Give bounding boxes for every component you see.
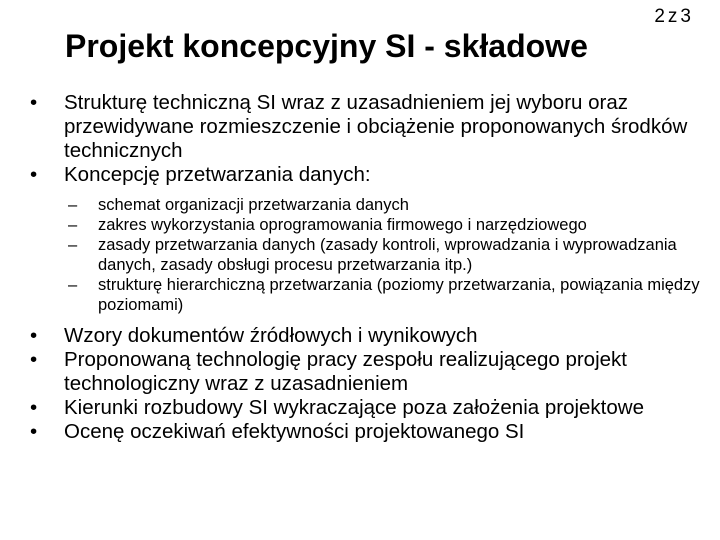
page-number: 2z3 (654, 6, 694, 27)
bullet-item-data-processing (30, 163, 705, 187)
sub-item-processing-rules (68, 235, 705, 275)
bullet-text: Ocenę oczekiwań efektywności projektowanego SI (64, 420, 525, 443)
bullet-icon: • (30, 163, 38, 186)
bullet-text: Strukturę techniczną SI wraz z uzasadnieniem jej wyboru oraz przewidywane rozmieszczenie i obciążenie proponowanych środków technicznych (64, 91, 688, 162)
bullet-icon: • (30, 396, 38, 419)
bullet-item-team-technology (30, 348, 705, 396)
bullet-icon: • (30, 91, 38, 114)
dash-icon: – (68, 196, 78, 214)
sub-item-software-scope (68, 215, 705, 235)
sub-item-schema (68, 195, 705, 215)
sub-list (30, 195, 705, 315)
sub-item-text: schemat organizacji przetwarzania danych (98, 196, 409, 214)
sub-item-hierarchy (68, 275, 705, 315)
slide-title: Projekt koncepcyjny SI - składowe (65, 28, 588, 64)
sub-item-text: strukturę hierarchiczną przetwarzania (poziomy przetwarzania, powiązania między poziomami) (98, 276, 700, 314)
bullet-item-efficiency (30, 420, 705, 444)
dash-icon: – (68, 236, 78, 254)
bullet-text: Wzory dokumentów źródłowych i wynikowych (64, 324, 478, 347)
bullet-item-document-templates (30, 324, 705, 348)
bullet-list (30, 91, 705, 444)
bullet-text: Koncepcję przetwarzania danych: (64, 163, 371, 186)
bullet-text: Proponowaną technologię pracy zespołu realizującego projekt technologiczny wraz z uzasadnieniem (64, 348, 627, 395)
bullet-icon: • (30, 420, 38, 443)
sub-item-text: zasady przetwarzania danych (zasady kontroli, wprowadzania i wyprowadzania danych, zasady obsługi procesu przetwarzania itp.) (98, 236, 677, 274)
bullet-icon: • (30, 348, 38, 371)
dash-icon: – (68, 216, 78, 234)
bullet-item-expansion (30, 396, 705, 420)
dash-icon: – (68, 276, 78, 294)
bullet-item-technical-structure (30, 91, 705, 163)
bullet-icon: • (30, 324, 38, 347)
sub-item-text: zakres wykorzystania oprogramowania firmowego i narzędziowego (98, 216, 587, 234)
bullet-text: Kierunki rozbudowy SI wykraczające poza założenia projektowe (64, 396, 644, 419)
